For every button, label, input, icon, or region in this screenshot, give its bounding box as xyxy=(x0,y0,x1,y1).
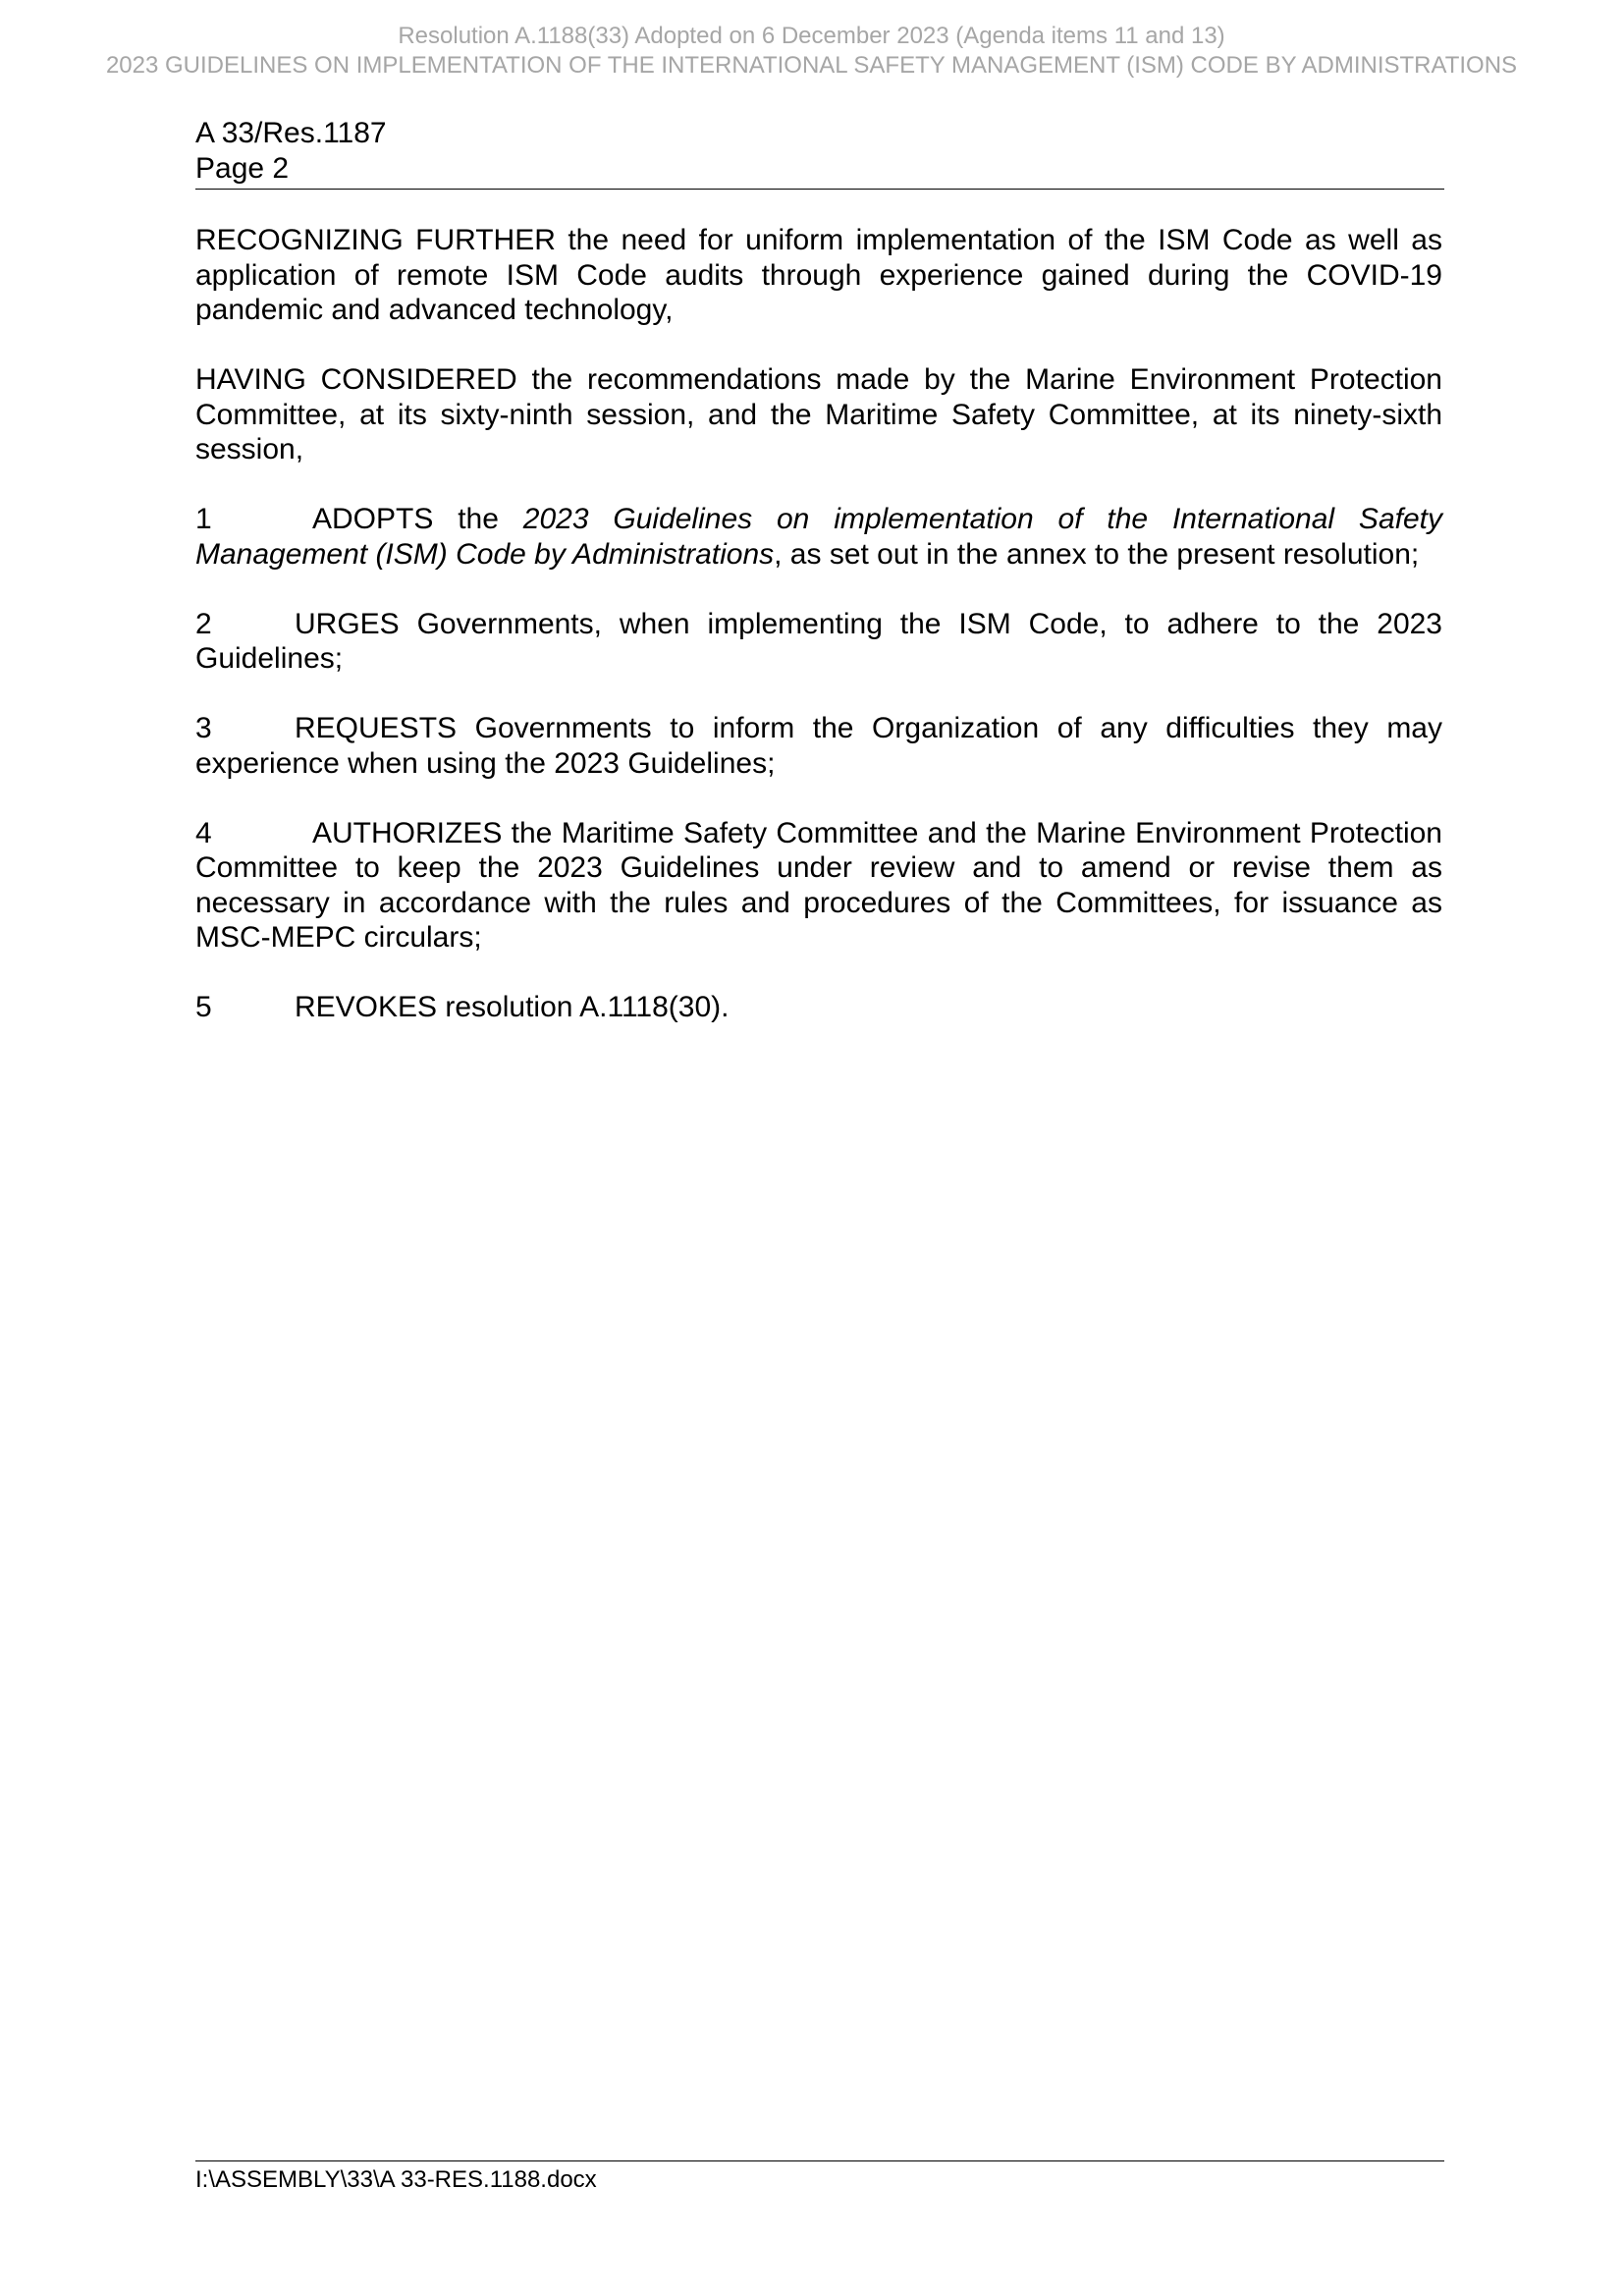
operative-paragraph-1 xyxy=(195,502,1442,572)
operative-paragraph-3 xyxy=(195,711,1442,781)
paragraph-text: the need for uniform implementation of the ISM Code as well as application of remote ISM Code audits through experience gained during the COVID-19 pandemic and advanced technology, xyxy=(195,224,1442,326)
paragraph-lead: RECOGNIZING FURTHER xyxy=(195,224,556,256)
paragraph-number: 2 xyxy=(195,607,212,640)
having-considered-paragraph xyxy=(195,362,1442,467)
document-number: A 33/Res.1187 xyxy=(195,117,387,149)
paragraph-text: , as set out in the annex to the present resolution; xyxy=(774,537,1420,571)
recognizing-further-paragraph xyxy=(195,223,1442,328)
paragraph-number: 3 xyxy=(195,712,212,744)
paragraph-text: REQUESTS Governments to inform the Organization of any difficulties they may experience when using the 2023 Guidelines; xyxy=(195,712,1442,780)
header-resolution-line: Resolution A.1188(33) Adopted on 6 December 2023 (Agenda items 11 and 13) xyxy=(398,23,1225,49)
page-reference xyxy=(195,116,1444,190)
paragraph-text: URGES Governments, when implementing the ISM Code, to adhere to the 2023 Guidelines; xyxy=(195,607,1442,675)
paragraph-number: 4 xyxy=(195,816,212,849)
page-number: Page 2 xyxy=(195,152,290,185)
paragraph-number: 5 xyxy=(195,991,212,1023)
footer-file-path: I:\ASSEMBLY\33\A 33-RES.1188.docx xyxy=(195,2166,597,2193)
guidelines-title: 2023 Guidelines on implementation of the International Safety Management (ISM) Code by Administrations xyxy=(195,503,1442,571)
paragraph-lead: HAVING CONSIDERED xyxy=(195,363,517,396)
paragraph-number: 1 xyxy=(195,503,212,535)
operative-paragraph-2 xyxy=(195,607,1442,677)
operative-paragraph-4 xyxy=(195,816,1442,956)
operative-paragraph-5 xyxy=(195,990,1442,1025)
running-header xyxy=(0,22,1623,81)
paragraph-text: the recommendations made by the Marine Environment Protection Committee, at its sixty-ninth session, and the Maritime Safety Committee, at its ninety-sixth session, xyxy=(195,363,1442,465)
document-body xyxy=(195,223,1442,1060)
header-title-line: 2023 GUIDELINES ON IMPLEMENTATION OF THE INTERNATIONAL SAFETY MANAGEMENT (ISM) CODE BY ADMINISTRATIONS xyxy=(105,52,1518,79)
page-footer xyxy=(195,2160,1444,2195)
paragraph-text: AUTHORIZES the Maritime Safety Committee and the Marine Environment Protection Committee to keep the 2023 Guidelines under review and to amend or revise them as necessary in accordance with the rules and procedures of the Committees, for issuance as MSC-MEPC circulars; xyxy=(195,816,1442,954)
paragraph-verb: ADOPTS the xyxy=(312,503,523,535)
paragraph-text: REVOKES resolution A.1118(30). xyxy=(295,991,730,1023)
